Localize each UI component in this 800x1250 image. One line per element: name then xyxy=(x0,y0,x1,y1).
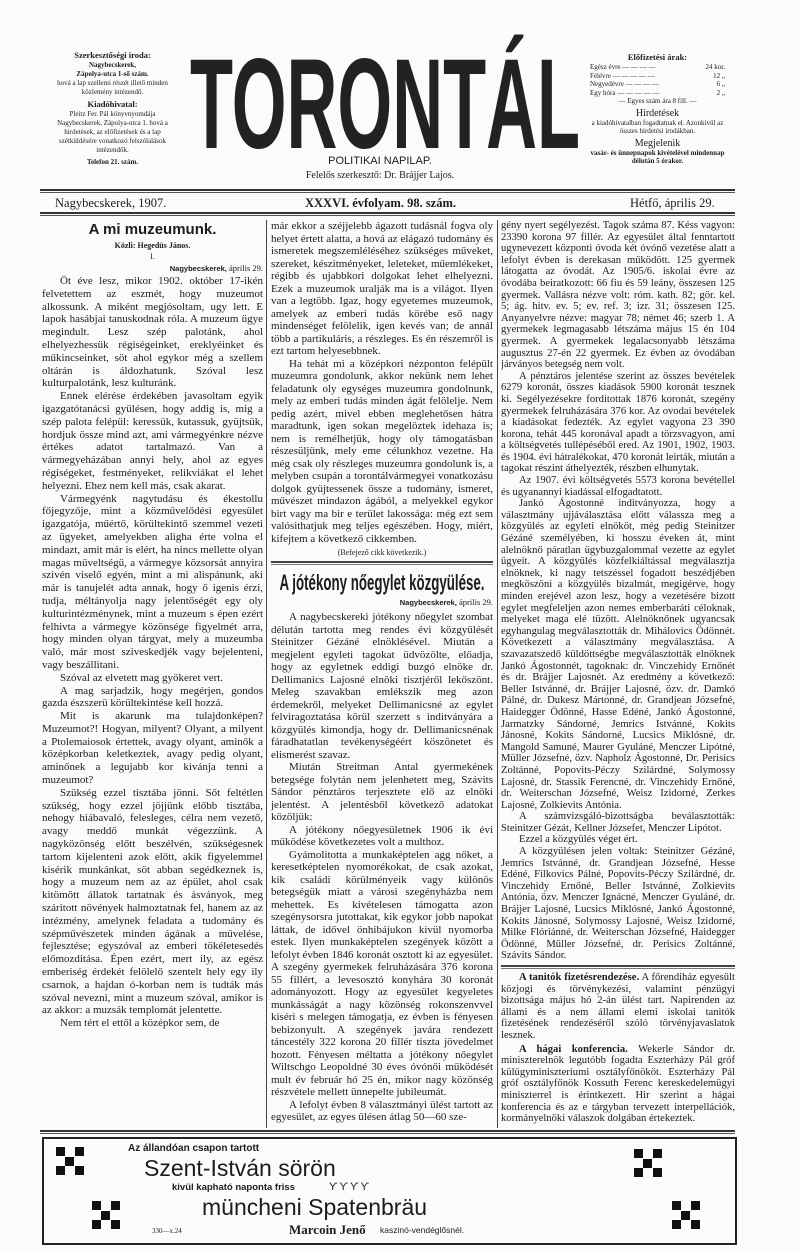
checker-ornament-icon xyxy=(672,1201,700,1229)
subtitle: POLITIKAI NAPILAP. xyxy=(328,155,432,167)
beer-glass-icon: ϒ xyxy=(329,1181,340,1193)
appears-note: vasár- és ünnepnapok kivételével mindennap délután 5 órakor. xyxy=(590,148,725,165)
article-separator xyxy=(271,561,493,565)
continued-note: (Befejező cikk következik.) xyxy=(337,548,427,557)
price-label: Egész évre — — — — xyxy=(590,63,656,71)
office-city: Nagybecskerek, xyxy=(88,61,137,69)
column-3 xyxy=(501,220,735,1128)
dateline-rule xyxy=(40,212,735,216)
price-label: Félévre — — — — — xyxy=(590,71,655,80)
paragraph: Jankó Ágostonné inditványozza, hogy a választmány ujjáválasztása előtt válassza meg a közgyülés az egyleti elnököt, még pedig Steinitzer Gézáné személyében, ki hosszu éveken át, mint alelnöknő páratlan ügybuzgalommal vezette az egylet ügyeit. A közgyülés közfelkiáltással megválasztja elnöknek, ki nagy tetszéssel fogadott beszédjében megköszöni a közgyülés bizalmát, megigérve, hogy minden erejével azon lesz, hogy a vezetésére bizott egylet megfeleljen azon nemes emberbaráti céloknak, melyeket maga elé tüzött. Alelnöknőnek ugyancsak egyhangulag megválasztották dr. Mihálovics Ödönnét. Következett a választmány megválasztása. A szavazatszedő küldöttségbe megválasztották elnöknek Jankó Ágostonnét, tagoknak: dr. Vinczehidy Ernőnét és dr. Brájjer Lajosnét. Az eredmény a következő: Beller Istvánné, dr. Brájjer Lajosné, özv. dr. Damkó Pálné, dr. Dukesz Mártonné, dr. Grandjean Józsefné, Haidegger Ödönné, Hasse Edéné, Jankó Ágostonné, Jarmatzky Sándorné, Jemrics Istvánné, Kokits Jánosné, Kokits Sándorné, Lucsics Miklósné, dr. Mangold Samuné, Maurer Gyuláné, Menczer Lipótné, Müller Józsefné, özv. Napholz Ágostonné, Dr. Perisics Zoltánné, Popovits-Péczy Szilárdné, Solymossy Lajosné, dr. Stassik Ferencné, dr. Vinczehidy Ernőné, dr. Weiterschan Józsefné, Weisz Izidorné, Zerkes Lajosné, Zolkievits Antónia. xyxy=(501,498,735,811)
phone: Telefon 21. szám. xyxy=(86,158,139,166)
dateline-volume: XXXVI. évfolyam. 98. szám. xyxy=(305,196,457,210)
news-item xyxy=(501,1044,735,1125)
paragraph: Miután Streitman Antal gyermekének betegsége folytán nem jelenhetett meg, Szávits Sándor pénztáros terjesztete elő az elnöki jelentést. A jelentésből következő adatokat közöljük: xyxy=(271,761,493,823)
price-row xyxy=(590,89,725,98)
price-label: Negyedévre — — — — xyxy=(590,80,659,88)
checker-ornament-icon xyxy=(92,1201,120,1229)
news-lead: A tanitók fizetésrendezése. xyxy=(519,972,640,983)
paragraph: Mit is akarunk ma tulajdonképen? Muzeumot?! Hogyan, milyent? Olyant, a milyent a Ptolemaiosok értettek, avagy olyant, aminők a középkorban keletkeztek, avagy pedig olyant, aminőnek a legujabb kor kivánja tenni a muzeumot? xyxy=(42,710,263,787)
article-dateline xyxy=(42,262,263,275)
editorial-office-info xyxy=(50,50,175,167)
column-divider xyxy=(266,220,267,1128)
price-row xyxy=(590,63,725,72)
dateline-date: április 29. xyxy=(459,597,493,607)
ad-code: 330—x.24 xyxy=(152,1227,182,1235)
article-title: A mi muzeumunk. xyxy=(88,221,217,238)
paragraph: már ekkor a széjjelebb ágazott tudásnál fogva oly helyet értett alatta, a hová az elágazó tudomány és ismeretek megszemléléséhez szükséges műveket, szereket, készitményeket, leleteket, műemlékeket, régibb és ujabbkori dolgokat lehet elhelyezni. Ezek a muzeumok uralják ma is a világot. Ilyen van a legtöbb. Igaz, hogy egyetemes muzeumok, amelyek az emberi tudás körébe eső nagy mindenséget felölelik, igen kevés van; de annál több a partikuláris, a részleges. Es én részemről is ezt tartom helyesebbnek. xyxy=(271,220,493,357)
paragraph: Öt éve lesz, mikor 1902. október 17-ikén felvetettem az eszmét, hogy muzeumot alkossunk. A miként megjósoltam, ugy lett. E lapok hasábjai tanuskodnak róla. A muzeum ügye megindult. Lesz szép palotánk, ahol elhelyezhessük régiségeinket, ereklyéinket és műkincseinket, söt ahol egykor még a szellem oltárán is áldozhatunk. Szóval lesz kulturpalotánk, lesz kulturánk. xyxy=(42,275,263,390)
appears-title: Megjelenik xyxy=(634,137,681,149)
ads-note: a kiadóhivatalban fogadtatnak el. Azonkivül az összes hirdetési irodákban. xyxy=(591,118,724,135)
dateline-date: április 29. xyxy=(229,263,263,273)
header-rule xyxy=(40,189,735,193)
subscription-info xyxy=(590,52,725,166)
paragraph: A számvizsgáló-bizottságba beválasztották: Steinitzer Gézát, Kellner Józsefet, Menczer Lipótot. xyxy=(501,811,735,834)
paragraph: Ennek elérése érdekében javasoltam egyik igazgatótanácsi gyülésen, hogy addig is, mig a szép palota felépül: keressük, kutassuk, gyüjtsük, hordjuk össze mind azt, ami vármegyénkre nézve értékes adatot tartalmazó. Van a vármegyeházában annyi hely, ahol az egyes régiségeket, festményeket, relikviákat el lehet helyezni. Ehez nem kell más, csak akarat. xyxy=(42,390,263,492)
ad-name: Marcoin Jenő xyxy=(289,1222,366,1237)
article-title-svg xyxy=(271,568,493,596)
price-value: 6 „ xyxy=(716,80,725,88)
masthead-svg xyxy=(185,28,585,158)
news-item xyxy=(501,972,735,1042)
column-divider xyxy=(497,220,498,1128)
paragraph: Gyámolitotta a munkaképtelen agg nőket, a keresetképtelen nyomorékokat, de csak azokat, kik családi körülményeik vagy különös betegségük miatt a városi szegényházba nem mehettek. Es kivételesen támogatta azon szegénysorsra jutottakat, kik egykor jobb napokat láttak, de idővel önhibájukon kivül nyomorba estek. Ilyen munkaképtelen szegények között a lefolyt évben 1846 koronát osztott ki az egyesület. A szegény gyermekek felruházására 376 korona 55 fillért, a levesosztó konyhára 30 koronát adományozott. Hogy az egyesület kegyeletes munkásságát a nagy közönség rokonszenvvel kiséri s melegen támogatja, ez évben is fényesen bebizonyult. A szegények javára rendezett táncestély 322 korona 20 fillér tiszta jövedelmet hozott. Fényesen méltatta a jótékony nőegylet Wiltschgo Leopoldné 30 éves óvónői működését mult év február hó 25 én, mikor nagy közönség részvétele mellett ünnepelte jubileumát. xyxy=(271,848,493,1098)
beer-glass-icon: ϒ xyxy=(339,1181,350,1193)
ad-line-1: Az állandóan csapon tartott xyxy=(128,1143,260,1154)
paragraph: Ha tehát mi a középkori nézponton felépült muzeumra gondolunk, akkor nekünk nem lehet feladatunk oly egységes muzeumra gondolnunk, mely az emberi tudás minden ágát felölelje. Nem pedig azért, mivel ebben meglehetősen hátra maradtunk, igen sokan megelöztek idehaza is; nem is remélhetjük, hogy oly támogatásban részesüljünk, mely eme célunkhoz vezetne. Ha még csak oly részleges muzeumra gondolunk is, a melyben csupán a torontálvármegyei vonatkozásu dolgok gyüjtessenek össze a tudomány, ismeret, művészet mindazon ágából, a melyekkel egykor birt vagy ma bir e terület lakossága: még ezt sem valósithatjuk meg teljes egészében. Hogy, miért, kifejtem a következő cikkemben. xyxy=(271,357,493,545)
dateline-place: Nagybecskerek, xyxy=(399,598,457,607)
article-dateline xyxy=(271,596,493,609)
paragraph: gény nyert segélyezést. Tagok száma 87. Késs vagyon: 23390 korona 97 fillér. Az egyesület által fenntartott ugynevezett központi óvoda két óvónő vezetése alatt a lefolyt évben is derekasan működött. 125 gyermek látogatta az óvodát. Az 1905/6. iskolai évre az óvodába beiratkozott: 66 fiu és 59 leány, összesen 125 gyermek. Vallásra nézve volt: róm. kath. 82; gör. kel. 5; ág. hitv. ev. 5; ev. ref. 3; izr. 31; összesen 125. Anyanyelvre nézve: magyar 78; német 46; szerb 1. A gyermekek legmagasabb létszáma május 15 én 104 gyermek. A gyermekek legalacsonyabb létszáma augusztus 27-én 22 gyermek. Ez évben az óvodában járványos betegség nem volt. xyxy=(501,220,735,371)
price-value: 2 „ xyxy=(716,88,725,97)
paragraph: Ezzel a közgyülés véget ért. xyxy=(519,834,638,846)
single-price: — Egyes szám ára 8 fill. — xyxy=(618,97,697,105)
dateline-place: Nagybecskerek, xyxy=(169,264,227,273)
paragraph: Szóval az elvetett mag gyökeret vert. xyxy=(60,671,224,684)
column-2 xyxy=(271,220,493,1128)
dateline-place-year: Nagybecskerek, 1907. xyxy=(55,196,167,210)
ad-line-2: Szent-István sörön xyxy=(144,1155,336,1181)
prices-title: Előfizetési árak: xyxy=(627,52,688,62)
ad-rule xyxy=(40,1130,735,1134)
checker-ornament-icon xyxy=(56,1147,84,1175)
price-label: Egy hóra — — — — — xyxy=(590,88,660,97)
ad-line-3: kivül kapható naponta friss xyxy=(172,1182,295,1193)
paragraph: A mag sarjadzik, hogy megérjen, gondos gazda észszerü körültekintése kell hozzá. xyxy=(42,684,263,710)
article-title: A jótékony nőegylet közgyülése. xyxy=(279,570,485,595)
article-part: I. xyxy=(150,252,155,261)
paragraph: Nem tért el ettől a középkor sem, de xyxy=(60,1017,220,1030)
paragraph: A lefolyt évben 8 választmányi ülést tartott az egyesület, az egyes ülésen átlag 50—60 sze- xyxy=(271,1098,493,1123)
price-row xyxy=(590,80,725,89)
news-lead: A hágai konferencia. xyxy=(519,1043,628,1055)
beer-glass-icon: ϒ xyxy=(360,1181,371,1193)
ad-place: kaszinó-vendéglősnél. xyxy=(380,1225,465,1235)
price-row xyxy=(590,72,725,81)
beer-glass-icons xyxy=(329,1181,371,1193)
office-title: Szerkesztőségi iroda: xyxy=(74,50,151,60)
paragraph: A pénztáros jelentése szerint az összes bevételek 6279 koronát, összes kiadások 5900 koronát tesznek ki. Segélyezésekre forditottak 1876 koronát, szegény gyermekek felruházására 376 kor. Az ovodai bevételek a kiadásokat fedezték. Az egylet vagyona 23 390 korona, tehát 445 koronával apadt a törzsvagyon, ami a költségvetés tullépéséből ered. Az 1901, 1902, 1903. és 1904. évi hátralékokat, 470 koronát leirták, miután a tagokat részint áthelyezték, részben elhunytak. xyxy=(501,370,735,475)
article-separator xyxy=(501,965,735,969)
office-street: Zápolya-utca 1-ső szám. xyxy=(76,70,149,78)
masthead xyxy=(185,28,585,158)
paragraph: A jótékony nőegyesületnek 1906 ik évi működése következetes volt a multhoz. xyxy=(271,823,493,848)
paragraph: A közgyülésen jelen voltak: Steinitzer Gézáné, Jemrics Istvánné, dr. Grandjean Józsefné, Hesse Edéné, Filkovics Pálné, Popovits-Péczy Szilárdné, dr. Vinczehidy Ernőné, Beller Istvánné, Zolkievits Antónia, özv. Menczer Ignácné, Menczer Gyuláné, dr. Brájjer Lajosné, Lucsics Miklósné, Jankó Ágostonné, Kokits Jánosné, Solymossy Lajosné, Weisz Izidorné, Milke Flóriánné, dr. Weiterschan Józsefné, Haidegger Ödönné, Müller Józsefné, dr. Perisics Zoltánné, Szávits Sándor. xyxy=(501,846,735,962)
news-text: A főrendiház egyesült közjogi és törvénykezési, valamint pénzügyi bizottsága május hó 2-án ülést tart. Napirenden az állami és a nem állami elemi iskolai tanitók fizetésének rendezéséről szóló törvényjavaslatok lesznek. xyxy=(501,972,735,1041)
paragraph: Az 1907. évi költségvetés 5573 korona bevétellel és ugyanannyi kiadással elfogadtatott. xyxy=(501,475,735,498)
ads-title: Hirdetések xyxy=(635,107,680,119)
masthead-title: TORONTÁL xyxy=(190,33,580,158)
news-text: Wekerle Sándor dr. miniszterelnök legutóbb fogadta Eszterházy Pál gróf külügyminiszteriumi osztályfőnököt. Eszterházy Pál gróf osztályfőnök Kossuth Ferenc kereskedelemügyi miniszterrel is érintkezett. Hir szerint a hágai konferencia és az e tárgyban tervezett interpellációk, kormányelnöki válaszok dolgában értekeztek. xyxy=(501,1043,735,1125)
article-byline: Közli: Hegedüs János. xyxy=(114,241,191,250)
paragraph: Vármegyénk nagytudásu és ékestollu főjegyzője, mint a közművelődési egyesület igazgatója, műértő, körültekintő szemmel vezeti az ügyeket, amelyekben aligha érte volna el mindazt, amit már is elért, ha nincs mellette olyan magas műveltségü, a vármegye közsorsát annyira szivén viselő egyén, mint a mi alispánunk, aki már is tanujelét adta annak, hogy ő igenis érzi, tudja, méltányolja nagy jelentőségét egy oly kulturintézménynek, mint a muzeum s épen ezért felhivta a vármegye közönsége figyelmét arra, hogy minden olyan tárgyat, mely a muzeumba való, már most sziveskedjék vagy bejelenteni, vagy beszállitani. xyxy=(42,492,263,671)
editor: Felelős szerkesztő: Dr. Brájjer Lajos. xyxy=(305,170,455,181)
column-1 xyxy=(42,220,263,1128)
office-note: hová a lap szellemi részét illető minden közlemény intézendő. xyxy=(57,79,168,96)
checker-ornament-icon xyxy=(634,1149,662,1177)
price-value: 24 kor. xyxy=(705,63,725,71)
dateline-date: Hétfő, április 29. xyxy=(630,196,715,210)
paragraph: Szükség ezzel tisztába jönni. Sőt feltétlen szükség, hogy ezzel jöjjünk előbb tisztába, nehogy hiábavaló, felesleges, célra nem vezető, avagy meddő munkát végezzünk. A nagyközönség előtt beszélvén, szükségesnek tartom kijelenteni azok előtt, akik figyelemmel kisérik munkánkat, söt abban segédkeznek is, hogy a muzeum nem az az épület, ahol csak kitömött állatok tartatnak és ásványok, meg száritott növények halmoztatnak fel, hanem az az intézmény, amelynek feladata a tudomány és szépművészetek minden ágának a művelése, fejlesztése; egyszóval az emberi tökéletesedés előmozditása. Épen ezért, mert ily, az egész emberiség érdekét felölelő szentelt hely egy ily csarnok, a hajdan ó-korban nem is tudták más szóval nevezni, mint a muzeum szóval, amikor is az akkor: a muzsák templomát jelentette. xyxy=(42,786,263,1017)
advertisement xyxy=(42,1137,737,1245)
ad-line-4: müncheni Spatenbräu xyxy=(202,1194,428,1220)
paragraph: A nagybecskereki jótékony nőegylet szombat délután tartotta meg rendes évi közgyülését Steinitzer Gézáné elnöklésével. Miután a megjelent egyleti tagokat üdvözölte, előadja, hogy az egyletnek eddigi buzgó elnöke dr. Dellimanics Lajosné elnöki tisztjéről lekőszönt. Meleg szavakban emlékszik meg azon érdemekről, melyeket Dellimanicsné az egylet felviragoztatása körül szerzett s inditványára a közgyülés kimondja, hogy dr. Dellimanicsnénak fáradhatatlan tevékenységéért köszönetet és elismerést szavaz. xyxy=(271,611,493,761)
beer-glass-icon: ϒ xyxy=(350,1181,361,1193)
price-value: 12 „ xyxy=(713,71,725,80)
publisher-note: Pleitz Fer. Pál könyvnyomdája Nagybecskerek, Zápolya-utca 1. hová a hirdetések, az előfizetések és a lap szétküldésére vonatkozó felszólalások intézendők. xyxy=(57,110,168,154)
publisher-title: Kiadóhivatal: xyxy=(87,99,138,109)
